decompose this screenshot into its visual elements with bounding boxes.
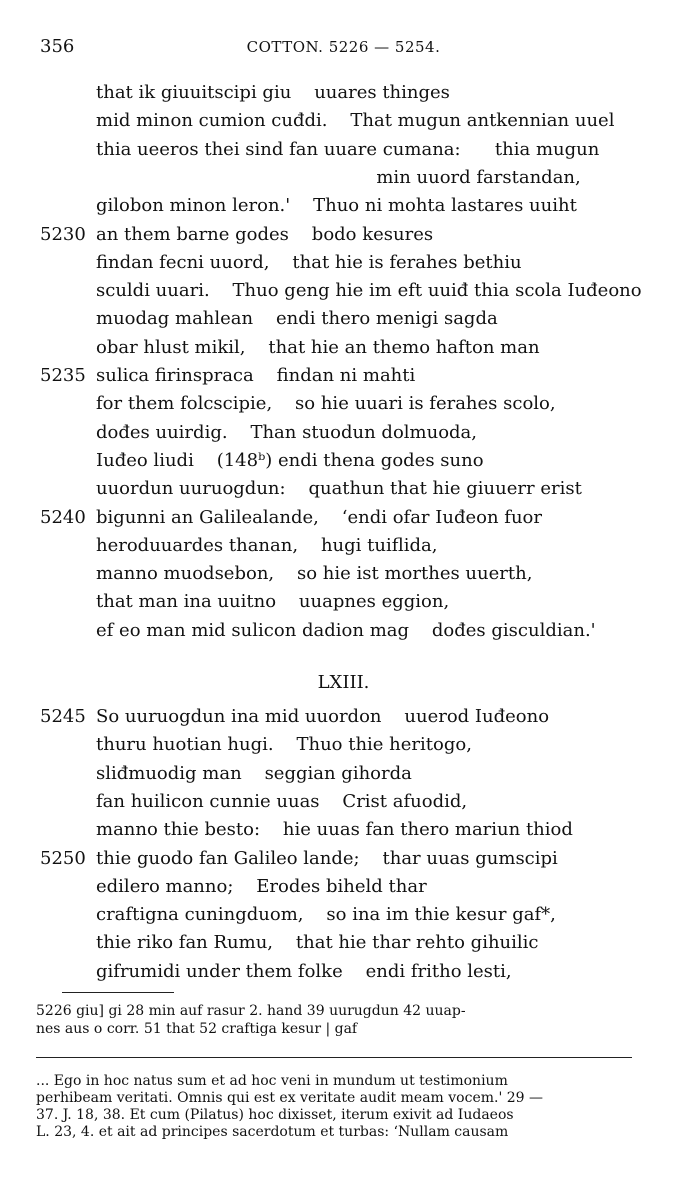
verse-line	[0, 280, 687, 304]
line-number: 5230	[40, 223, 86, 245]
verse-line	[0, 763, 687, 787]
verse-line	[0, 876, 687, 900]
verse-line	[0, 139, 687, 163]
verse-text: sliđmuodig man seggian gihorda	[96, 762, 412, 784]
verse-line	[0, 535, 687, 559]
verse-text: manno thie besto: hie uuas fan thero mariun thiod	[96, 819, 573, 841]
page-header	[40, 36, 647, 60]
verse-line	[0, 224, 687, 248]
commentary-line-1: ... Ego in hoc natus sum et ad hoc veni in mundum ut testimonium	[36, 1073, 508, 1089]
verse-line	[0, 422, 687, 446]
verse-text: that ik giuuitscipi giu uuares thinges	[96, 82, 450, 103]
verse-text: sculdi uuari. Thuo geng hie im eft uuiđ thia scola Iuđeono	[96, 280, 642, 302]
verse-line	[0, 110, 687, 134]
verse-text: thia ueeros thei sind fan uuare cumana: thia mugun	[96, 138, 600, 160]
verse-line	[0, 195, 687, 219]
line-number: 5240	[40, 506, 86, 528]
verse-text: dođes uuirdig. Than stuodun dolmuoda,	[96, 421, 478, 443]
verse-line	[0, 734, 687, 758]
verse-text: muodag mahlean endi thero menigi sagda	[96, 308, 498, 330]
verse-text: that man ina uuitno uuapnes eggion,	[96, 591, 450, 613]
line-number: 5245	[40, 706, 86, 727]
verse-text: craftigna cuningduom, so ina im thie kesur gaf*,	[96, 904, 556, 926]
verse-line	[0, 961, 687, 985]
line-number: 5250	[40, 847, 86, 869]
verse-text: mid minon cumion cuđdi. That mugun antkennian uuel	[96, 110, 615, 132]
verse-line	[0, 932, 687, 956]
verse-line	[0, 308, 687, 332]
verse-text: an them barne godes bodo kesures	[96, 223, 434, 245]
verse-text: ef eo man mid sulicon dadion mag dođes gisculdian.'	[96, 619, 596, 641]
commentary-line-4: L. 23, 4. et ait ad principes sacerdotum et turbas: ‘Nullam causam	[36, 1124, 509, 1140]
verse-line	[0, 563, 687, 587]
apparatus-rule	[62, 992, 174, 993]
verse-text: bigunni an Galilealande, ‘endi ofar Iuđeon fuor	[96, 506, 542, 528]
verse-text: min uuord farstandan,	[96, 166, 581, 188]
verse-text: for them folcscipie, so hie uuari is ferahes scolo,	[96, 393, 556, 415]
apparatus-line-2: nes aus o corr. 51 that 52 craftiga kesur | gaf	[36, 1021, 358, 1037]
verse-line	[0, 337, 687, 361]
verse-text: gilobon minon leron.' Thuo ni mohta lastares uuiht	[96, 195, 577, 217]
verse-line	[0, 365, 687, 389]
verse-text: thie guodo fan Galileo lande; thar uuas gumscipi	[96, 847, 558, 869]
verse-line	[0, 819, 687, 843]
verse-line	[0, 706, 687, 730]
verse-line	[0, 507, 687, 531]
verse-line	[0, 848, 687, 872]
verse-text: thie riko fan Rumu, that hie thar rehto gihuilic	[96, 932, 539, 954]
verse-line	[0, 252, 687, 276]
verse-text: gifrumidi under them folke endi fritho lesti,	[96, 960, 512, 982]
verse-line	[0, 82, 687, 106]
running-title: COTTON. 5226 — 5254.	[246, 38, 441, 56]
verse-line	[0, 478, 687, 502]
verse-text: obar hlust mikil, that hie an themo hafton man	[96, 336, 540, 358]
page-number: 356	[40, 36, 75, 57]
verse-line	[0, 791, 687, 815]
apparatus-line-1: 5226 giu] gi 28 min auf rasur 2. hand 39 uurugdun 42 uuap-	[36, 1003, 466, 1019]
verse-line	[0, 393, 687, 417]
verse-line	[0, 591, 687, 615]
commentary-line-3: 37. J. 18, 38. Et cum (Pilatus) hoc dixisset, iterum exivit ad Iudaeos	[36, 1107, 514, 1123]
verse-text: Iuđeo liudi (148ᵇ) endi thena godes suno	[96, 449, 484, 471]
verse-text: sulica firinspraca findan ni mahti	[96, 365, 416, 386]
verse-text: uuordun uuruogdun: quathun that hie giuuerr erist	[96, 478, 582, 500]
verse-text: thuru huotian hugi. Thuo thie heritogo,	[96, 734, 472, 756]
section-title: LXIII.	[317, 672, 370, 693]
verse-text: edilero manno; Erodes biheld thar	[96, 875, 427, 897]
commentary-rule	[36, 1057, 632, 1058]
verse-line	[0, 904, 687, 928]
verse-text: So uuruogdun ina mid uuordon uuerod Iuđeono	[96, 706, 550, 727]
commentary-line-2: perhibeam veritati. Omnis qui est ex veritate audit meam vocem.' 29 —	[36, 1090, 544, 1106]
verse-line	[0, 167, 687, 191]
line-number: 5235	[40, 365, 86, 386]
verse-text: fan huilicon cunnie uuas Crist afuodid,	[96, 790, 468, 812]
verse-line	[0, 450, 687, 474]
verse-line	[0, 620, 687, 644]
verse-text: heroduuardes thanan, hugi tuiflida,	[96, 534, 438, 556]
verse-text: findan fecni uuord, that hie is ferahes bethiu	[96, 251, 522, 273]
verse-text: manno muodsebon, so hie ist morthes uuerth,	[96, 563, 533, 585]
